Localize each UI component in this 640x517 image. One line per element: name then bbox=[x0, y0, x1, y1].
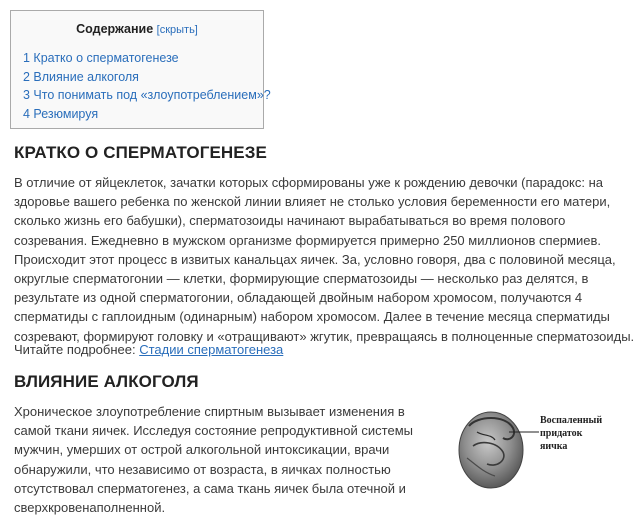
section-paragraph-spermatogenesis: В отличие от яйцеклеток, зачатки которых сформированы уже к рождению девочки (парадокс: на здоровье вашего ребенка по женской линии влияет не столько условия беременности его матери, сколько жизнь его бабушки), сперматозоиды начинают вырабатываться во время полового созревания. Ежедневно в мужском организме формируется примерно 250 миллионов спермиев. Происходит этот процесс в извитых канальцах яичек. За, условно говоря, два с половиной месяца, округлые сперматогонии — клетки, формирующие сперматозоиды — несколько раз делятся, в результате из одной сперматогонии, обладающей двойным набором хромосом, получаются 4 сперматиды с гаплоидным (одинарным) набором хромосом. Далее в течение месяца сперматиды созревают, формируют головку и «отращивают» жгутик, превращаясь в полноценные сперматозоиды. bbox=[14, 175, 635, 344]
section-paragraph-alcohol: Хроническое злоупотребление спиртным вызывает изменения в самой ткани яичек. Исследуя состояние репродуктивной системы мужчин, умерших от острой алкогольной интоксикации, врачи обнаружили, что независимо от возраста, в яичках полностью отсутствовал сперматогенез, а сама ткань яичек была отечной и сверхкровенаполненной. bbox=[14, 404, 413, 516]
toc-hide-toggle[interactable]: [скрыть] bbox=[156, 24, 198, 36]
toc-item-abuse[interactable]: 3 Что понимать под «злоупотреблением»? bbox=[23, 88, 271, 102]
read-more-link[interactable]: Стадии сперматогенеза bbox=[139, 342, 284, 357]
figure-caption-line-3: яичка bbox=[540, 441, 568, 452]
toc-list bbox=[23, 49, 271, 123]
figure-caption-line-1: Воспаленный bbox=[540, 415, 603, 426]
section-heading-spermatogenesis: КРАТКО О СПЕРМАТОГЕНЕЗЕ bbox=[14, 143, 267, 162]
toc-title: Содержание bbox=[76, 22, 154, 36]
section-heading-alcohol: ВЛИЯНИЕ АЛКОГОЛЯ bbox=[14, 372, 199, 391]
toc-item-alcohol[interactable]: 2 Влияние алкоголя bbox=[23, 69, 139, 84]
toc-item-summary[interactable]: 1 Кратко о сперматогенезе bbox=[23, 51, 179, 65]
testicle-drawing bbox=[447, 406, 633, 486]
table-of-contents bbox=[10, 10, 271, 129]
read-more-prefix: Читайте подробнее: bbox=[14, 342, 140, 357]
read-more-line bbox=[14, 340, 614, 359]
toc-header bbox=[23, 22, 251, 36]
figure-caption-line-2: придаток bbox=[540, 428, 583, 439]
testicle-illustration bbox=[447, 406, 633, 486]
toc-item-conclusion[interactable]: 4 Резюмируя bbox=[23, 106, 99, 121]
